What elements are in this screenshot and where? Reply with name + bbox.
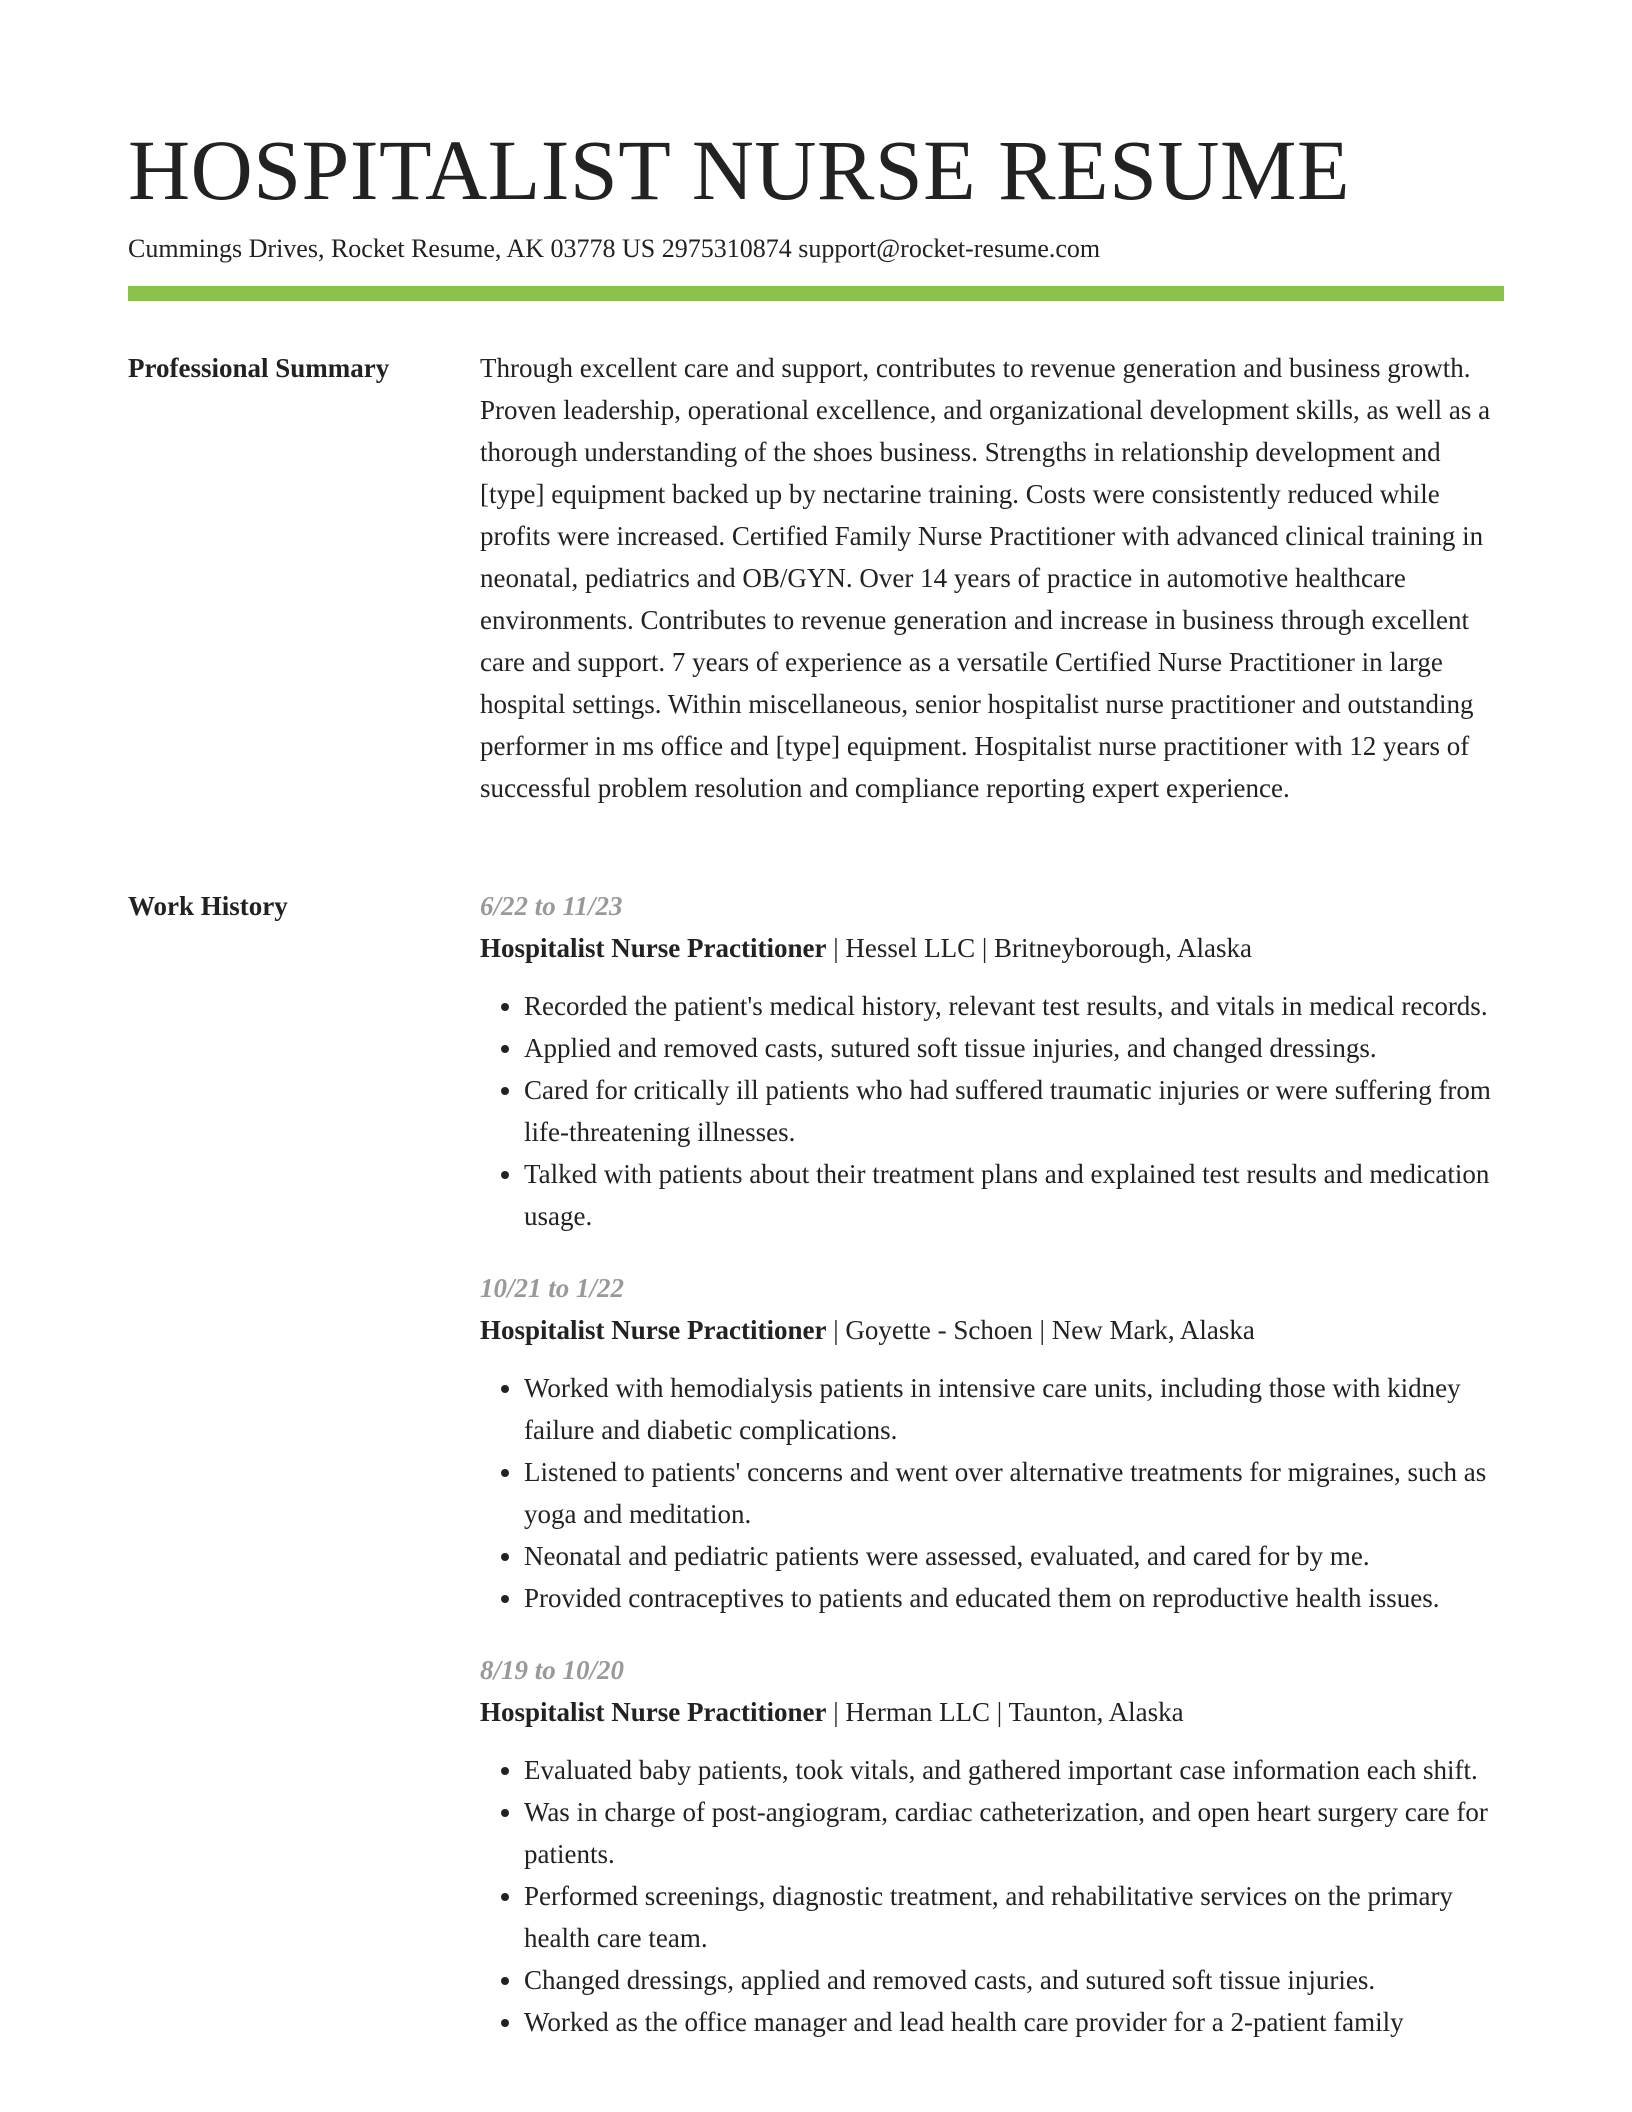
job-bullet: • Provided contraceptives to patients and educated them on reproductive health issues. [524,1577,1504,1619]
job-bullet: • Was in charge of post-angiogram, cardiac catheterization, and open heart surgery care for patients. [524,1791,1504,1875]
job-title: Hospitalist Nurse Practitioner [480,1697,827,1727]
job-bullet: • Neonatal and pediatric patients were assessed, evaluated, and cared for by me. [524,1535,1504,1577]
job-bullet: • Worked with hemodialysis patients in intensive care units, including those with kidney failure and diabetic complications. [524,1367,1504,1451]
job-bullet: • Recorded the patient's medical history, relevant test results, and vitals in medical records. [524,985,1504,1027]
job-heading [480,1309,1504,1351]
job-bullet: • Listened to patients' concerns and went over alternative treatments for migraines, such as yoga and meditation. [524,1451,1504,1535]
resume-title: HOSPITALIST NURSE RESUME [128,122,1351,218]
job-dates: 6/22 to 11/23 [480,891,623,921]
job-bullet: • Evaluated baby patients, took vitals, and gathered important case information each shift. [524,1749,1504,1791]
job-heading [480,1691,1504,1733]
job-dates: 8/19 to 10/20 [480,1655,625,1685]
job-heading [480,927,1504,969]
accent-divider [128,286,1504,301]
job-details: | Goyette - Schoen | New Mark, Alaska [826,1315,1255,1345]
job-title: Hospitalist Nurse Practitioner [480,933,827,963]
job-bullet: • Applied and removed casts, sutured soft tissue injuries, and changed dressings. [524,1027,1504,1069]
job-dates: 10/21 to 1/22 [480,1273,625,1303]
job-details: | Hessel LLC | Britneyborough, Alaska [826,933,1252,963]
contact-line: Cummings Drives, Rocket Resume, AK 03778 US 2975310874 support@rocket-resume.com [128,234,1101,263]
work-history-body [480,885,1504,2073]
job-title: Hospitalist Nurse Practitioner [480,1315,827,1345]
job-bullet-list [480,985,1504,1237]
job-bullet: • Performed screenings, diagnostic treatment, and rehabilitative services on the primary health care team. [524,1875,1504,1959]
job-bullet: • Talked with patients about their treatment plans and explained test results and medication usage. [524,1153,1504,1237]
job-bullet-list [480,1749,1504,2043]
section-label-work-history: Work History [128,891,288,921]
summary-body [480,347,1504,809]
job-entry [480,1649,1504,2043]
job-bullet: • Changed dressings, applied and removed casts, and sutured soft tissue injuries. [524,1959,1504,2001]
job-entry [480,1267,1504,1619]
job-details: | Herman LLC | Taunton, Alaska [826,1697,1184,1727]
job-entry [480,885,1504,1237]
summary-text: Through excellent care and support, contributes to revenue generation and business growth. Proven leadership, operational excellence, and organizational development skills, as well as a thorough understanding of the shoes business. Strengths in relationship development and [type] equipment backed up by nectarine training. Costs were consistently reduced while profits were increased. Certified Family Nurse Practitioner with advanced clinical training in neonatal, pediatrics and OB/GYN. Over 14 years of practice in automotive healthcare environments. Contributes to revenue generation and increase in business through excellent care and support. 7 years of experience as a versatile Certified Nurse Practitioner in large hospital settings. Within miscellaneous, senior hospitalist nurse practitioner and outstanding performer in ms office and [type] equipment. Hospitalist nurse practitioner with 12 years of successful problem resolution and compliance reporting expert experience. [480,353,1491,803]
job-bullet-list [480,1367,1504,1619]
job-bullet: • Worked as the office manager and lead health care provider for a 2-patient family [524,2001,1504,2043]
section-label-professional-summary: Professional Summary [128,353,390,383]
job-bullet: • Cared for critically ill patients who had suffered traumatic injuries or were suffering from life-threatening illnesses. [524,1069,1504,1153]
